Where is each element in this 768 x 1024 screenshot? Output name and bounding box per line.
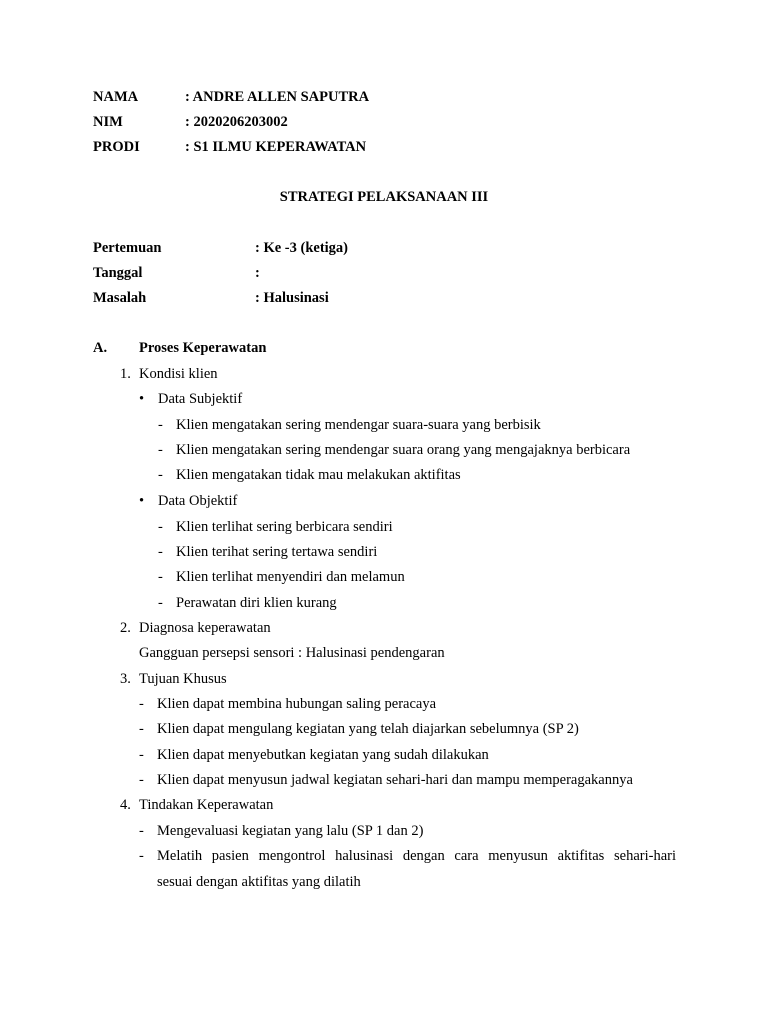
item-2-marker: 2. [120,620,131,636]
dash-marker: - [158,595,163,611]
tujuan-item: Klien dapat membina hubungan saling peracaya [157,696,437,712]
subjektif-title: Data Subjektif [158,391,243,407]
prodi-label: PRODI [93,139,140,155]
subjektif-item: Klien mengatakan tidak mau melakukan aktifitas [176,467,461,483]
tindakan-item-continuation: sesuai dengan aktifitas yang dilatih [157,874,361,890]
item-3-title: Tujuan Khusus [139,671,227,687]
pertemuan-value: : Ke -3 (ketiga) [255,240,349,256]
item-3-marker: 3. [120,671,131,687]
dash-marker: - [139,747,144,763]
masalah-value: : Halusinasi [255,290,329,306]
item-2-title: Diagnosa keperawatan [139,620,271,636]
tanggal-label: Tanggal [93,265,143,281]
tanggal-value: : [255,265,260,281]
dash-marker: - [139,823,144,839]
dash-marker: - [158,467,163,483]
bullet-icon: • [139,493,145,509]
item-1-title: Kondisi klien [139,366,218,382]
section-a-marker: A. [93,340,108,356]
prodi-value: : S1 ILMU KEPERAWATAN [185,139,367,155]
objektif-item: Klien terihat sering tertawa sendiri [176,544,378,560]
objektif-item: Klien terlihat sering berbicara sendiri [176,519,393,535]
dash-marker: - [158,442,163,458]
tujuan-item: Klien dapat menyusun jadwal kegiatan sehari-hari dan mampu memperagakannya [157,772,633,788]
subjektif-item: Klien mengatakan sering mendengar suara-suara yang berbisik [176,417,541,433]
dash-marker: - [139,772,144,788]
dash-marker: - [158,544,163,560]
nim-value: : 2020206203002 [185,114,288,130]
tindakan-item: Melatih pasien mengontrol halusinasi dengan cara menyusun aktifitas sehari-hari [157,848,676,864]
tujuan-item: Klien dapat mengulang kegiatan yang telah diajarkan sebelumnya (SP 2) [157,721,579,737]
dash-marker: - [139,721,144,737]
dash-marker: - [139,848,144,864]
item-4-marker: 4. [120,797,131,813]
objektif-title: Data Objektif [158,493,238,509]
masalah-label: Masalah [93,290,147,306]
page-title: STRATEGI PELAKSANAAN III [279,189,489,205]
tujuan-item: Klien dapat menyebutkan kegiatan yang sudah dilakukan [157,747,489,763]
tindakan-item: Mengevaluasi kegiatan yang lalu (SP 1 dan 2) [157,823,424,839]
dash-marker: - [158,417,163,433]
objektif-item: Perawatan diri klien kurang [176,595,337,611]
objektif-item: Klien terlihat menyendiri dan melamun [176,569,405,585]
diagnosa-text: Gangguan persepsi sensori : Halusinasi pendengaran [139,645,445,661]
dash-marker: - [158,569,163,585]
dash-marker: - [158,519,163,535]
item-4-title: Tindakan Keperawatan [139,797,274,813]
subjektif-item: Klien mengatakan sering mendengar suara orang yang mengajaknya berbicara [176,442,631,458]
section-a-title: Proses Keperawatan [139,340,267,356]
nim-label: NIM [93,114,123,130]
pertemuan-label: Pertemuan [93,240,162,256]
nama-label: NAMA [93,89,139,105]
item-1-marker: 1. [120,366,131,382]
dash-marker: - [139,696,144,712]
nama-value: : ANDRE ALLEN SAPUTRA [185,89,370,105]
bullet-icon: • [139,391,145,407]
